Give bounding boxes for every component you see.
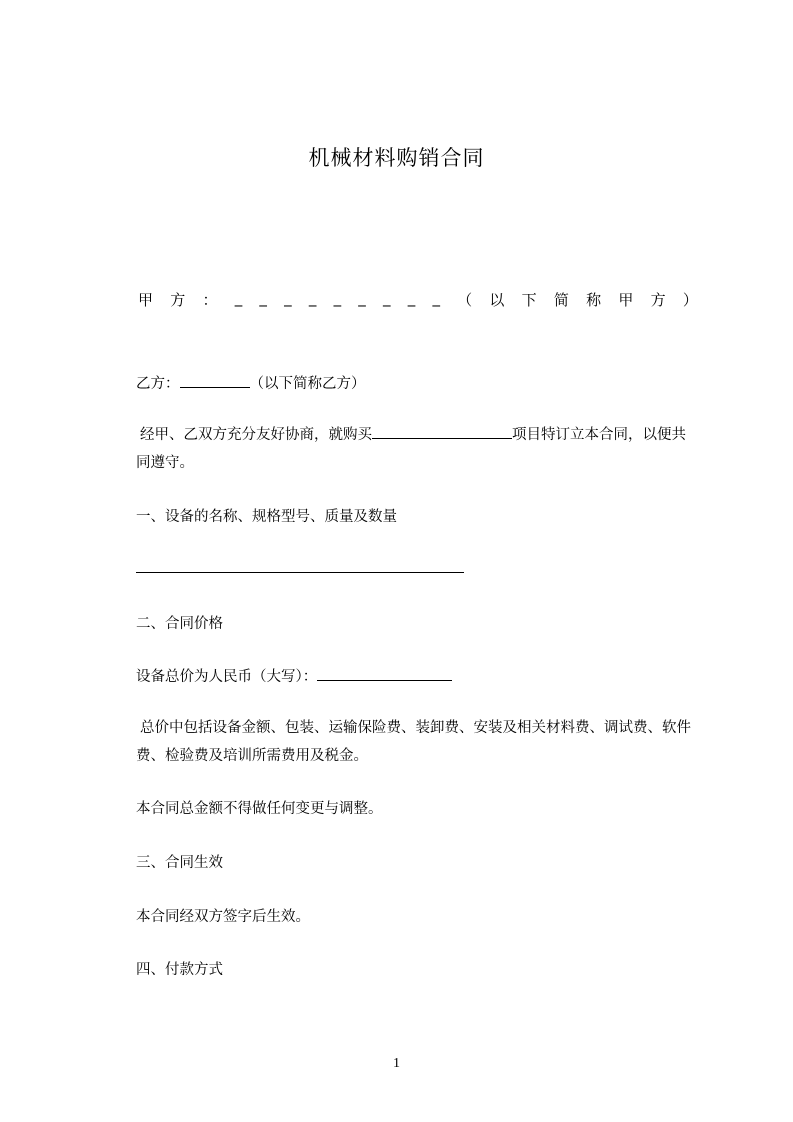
party-a-blank-char: _	[383, 289, 391, 307]
total-price-label: 设备总价为人民币（大写）：	[136, 669, 318, 685]
party-b-label: 乙方：	[136, 376, 180, 392]
party-b-line	[136, 372, 366, 393]
party-a-line	[138, 289, 698, 310]
party-a-blank-char: _	[432, 289, 440, 307]
document-title: 机械材料购销合同	[308, 146, 485, 170]
intro-paragraph	[136, 421, 696, 477]
section-4-heading: 四、付款方式	[136, 962, 223, 978]
total-price-blank	[317, 666, 452, 681]
party-a-blank-char: _	[308, 289, 317, 307]
effective-clause: 本合同经双方签字后生效。	[136, 909, 310, 925]
party-a-char: 下	[521, 291, 537, 309]
section-2-heading: 二、合同价格	[136, 616, 223, 632]
party-a-char: 甲	[618, 291, 634, 309]
party-a-char: ：	[202, 291, 218, 309]
party-a-char: 方	[650, 291, 666, 309]
intro-suffix: 项目特订立本合同，以便共同遵守。	[136, 427, 686, 471]
section-3-heading: 三、合同生效	[136, 855, 223, 871]
no-change-clause: 本合同总金额不得做任何变更与调整。	[136, 801, 383, 817]
party-a-char: 甲	[138, 291, 154, 309]
party-a-blank-char: _	[407, 289, 416, 307]
party-a-blank-char: _	[259, 289, 267, 307]
party-a-char: ）	[682, 291, 698, 309]
section-1-heading: 一、设备的名称、规格型号、质量及数量	[136, 509, 397, 525]
price-inclusion-paragraph: 总价中包括设备金额、包装、运输保险费、装卸费、安装及相关材料费、调试费、软件费、检验费及培训所需费用及税金。	[136, 720, 691, 764]
party-a-blank-char: _	[358, 289, 366, 307]
party-a-blank-char: _	[333, 289, 342, 307]
party-b-blank	[180, 373, 250, 388]
party-a-char: 简	[553, 291, 569, 309]
equipment-details-blank-line	[136, 572, 464, 573]
intro-prefix: 经甲、乙双方充分友好协商，就购买	[140, 427, 372, 443]
party-a-blank-char: _	[234, 289, 243, 307]
page-number: 1	[393, 1056, 400, 1071]
party-a-char: （	[457, 291, 473, 309]
purchase-item-blank	[372, 424, 512, 439]
total-price-line	[136, 665, 452, 686]
party-a-blank-char: _	[284, 289, 292, 307]
party-b-suffix: （以下简称乙方）	[249, 376, 366, 392]
party-a-char: 方	[170, 291, 186, 309]
party-a-char: 以	[489, 291, 505, 309]
party-a-char: 称	[586, 291, 602, 309]
